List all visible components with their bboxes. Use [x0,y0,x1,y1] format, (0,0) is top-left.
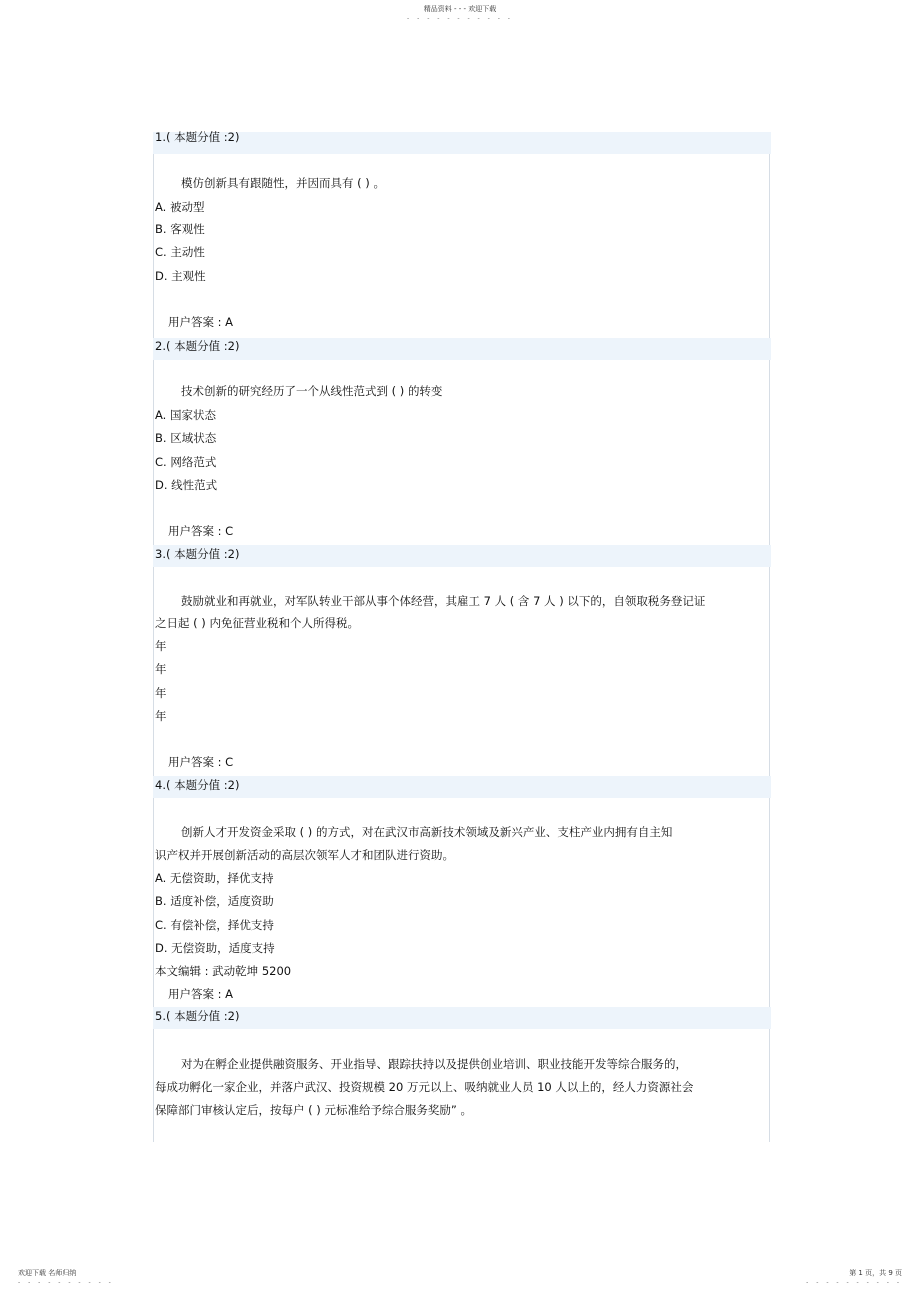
question-2-option-b: B. 区域状态 [155,431,217,445]
question-4-stem-line-1: 创新人才开发资金采取 ( ) 的方式，对在武汉市高新技术领域及新兴产业、支柱产业内拥有自主知 [181,825,673,839]
question-5-stem-line-3: 保障部门审核认定后，按每户 ( ) 元标准给予综合服务奖励” 。 [155,1103,473,1117]
question-panel [153,132,770,1142]
question-4-option-d: D. 无偿资助，适度支持 [155,941,275,955]
footer-left-dashes: - - - - - - - - - - [18,1279,114,1286]
question-3-option-1: 年 [155,639,167,653]
question-2-option-c: C. 网络范式 [155,455,217,469]
question-3-option-2: 年 [155,662,167,676]
footer-right-dashes: - - - - - - - - - - [806,1279,902,1286]
question-3-user-answer: 用户答案 : C [168,755,234,769]
page-header [0,4,920,22]
question-1-option-b: B. 客观性 [155,222,205,236]
question-5-stem-line-2: 每成功孵化一家企业，并落户武汉、投资规模 20 万元以上、吸纳就业人员 10 人以上的，经人力资源社会 [155,1080,694,1094]
question-5-stem-line-1: 对为在孵企业提供融资服务、开业指导、跟踪扶持以及提供创业培训、职业技能开发等综合服务的， [181,1057,687,1071]
question-4-user-answer: 用户答案 : A [168,987,234,1001]
question-4-stem-line-2: 识产权并开展创新活动的高层次领军人才和团队进行资助。 [155,848,454,862]
footer-left-text: 欢迎下载 名师归纳 [18,1269,77,1277]
question-3-stem-line-2: 之日起 ( ) 内免征营业税和个人所得税。 [155,616,359,630]
footer-left [18,1268,114,1286]
question-2-user-answer: 用户答案 : C [168,524,234,538]
question-3-header: 3.( 本题分值 :2) [153,545,771,567]
footer-right [806,1268,902,1286]
question-2-header: 2.( 本题分值 :2) [153,338,771,360]
header-title: 精品资料 - - - 欢迎下载 [423,5,497,13]
question-4-editor-note: 本文编辑 : 武动乾坤 5200 [155,964,292,978]
question-4-header: 4.( 本题分值 :2) [153,776,771,798]
question-3-option-4: 年 [155,709,167,723]
question-1-option-c: C. 主动性 [155,245,205,259]
question-3-stem-line-1: 鼓励就业和再就业，对军队转业干部从事个体经营，其雇工 7 人 ( 含 7 人 ) 以下的，自领取税务登记证 [181,594,706,608]
question-1-stem: 模仿创新具有跟随性，并因而具有 ( ) 。 [181,176,385,190]
header-dashes: - - - - - - - - - - - [407,15,513,22]
question-1-header: 1.( 本题分值 :2) [153,132,771,154]
question-2-option-a: A. 国家状态 [155,408,216,422]
question-1-option-d: D. 主观性 [155,269,206,283]
page-counter: 第 1 页，共 9 页 [849,1269,902,1277]
question-1-user-answer: 用户答案 : A [168,315,234,329]
question-2-option-d: D. 线性范式 [155,478,218,492]
question-4-option-a: A. 无偿资助，择优支持 [155,871,274,885]
question-5-header: 5.( 本题分值 :2) [153,1007,771,1029]
question-1-option-a: A. 被动型 [155,200,205,214]
question-4-option-b: B. 适度补偿，适度资助 [155,894,274,908]
question-4-option-c: C. 有偿补偿，择优支持 [155,918,274,932]
question-3-option-3: 年 [155,686,167,700]
question-2-stem: 技术创新的研究经历了一个从线性范式到 ( ) 的转变 [181,384,443,398]
